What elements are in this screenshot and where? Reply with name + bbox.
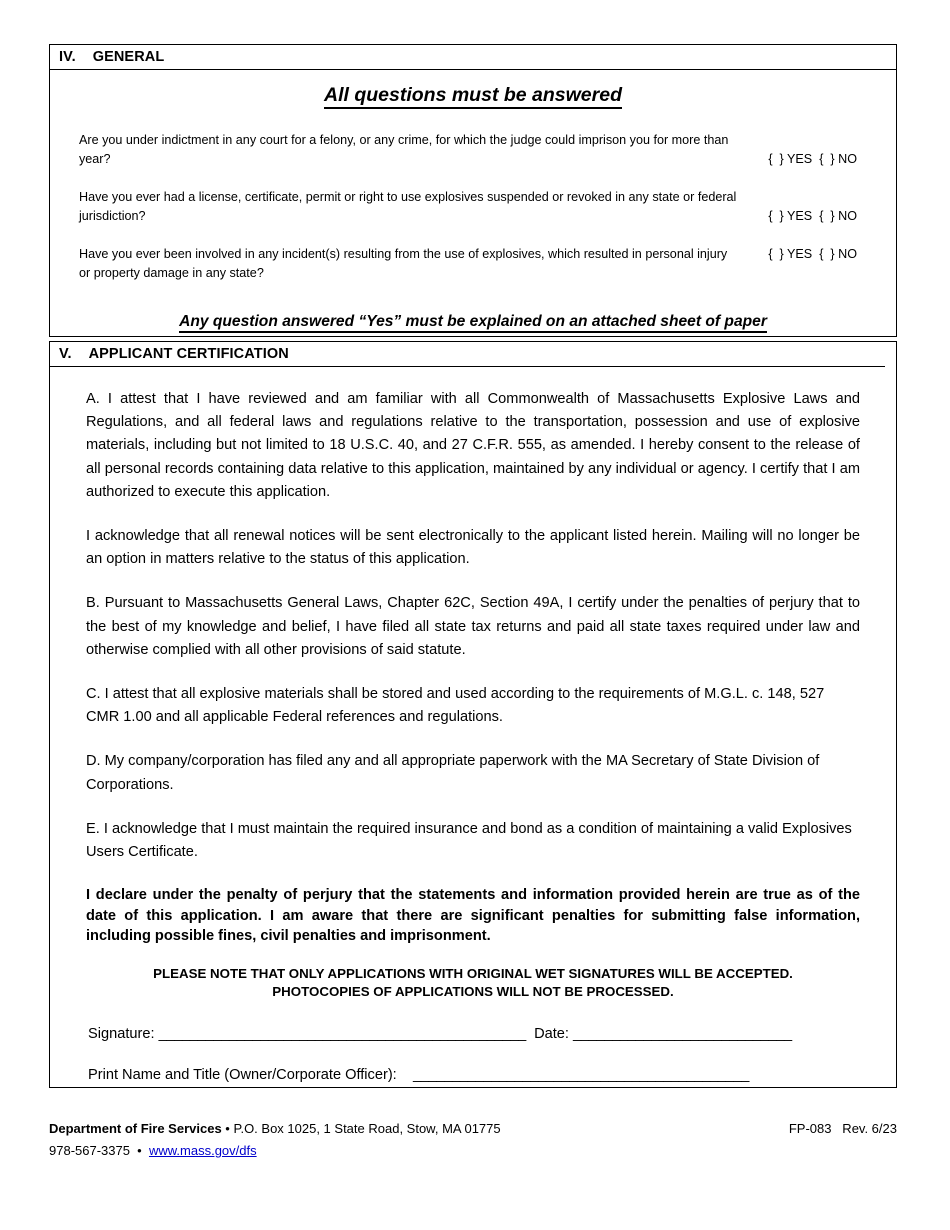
print-name-label: Print Name and Title (Owner/Corporate Officer): <box>88 1066 413 1083</box>
footer-line-1 <box>49 1118 897 1140</box>
signature-label: Signature: <box>88 1025 159 1042</box>
yes-no-options[interactable]: { } YES { } NO <box>768 152 857 166</box>
all-questions-heading-text: All questions must be answered <box>324 84 622 109</box>
certification-paragraph-c: C. I attest that all explosive materials shall be stored and used according to the requirements of M.G.L. c. 148, 527 CMR 1.00 and all applicable Federal references and regulations. <box>86 686 825 726</box>
question-text: Have you ever had a license, certificate, permit or right to use explosives suspended or revoked in any state or federal jurisdiction? <box>79 190 737 223</box>
section-v-applicant-certification <box>49 341 897 1088</box>
any-question-footnote <box>50 313 896 331</box>
question-row <box>79 245 886 283</box>
question-text: Are you under indictment in any court for a felony, or any crime, for which the judge could imprison you for more than year? <box>79 133 729 166</box>
signature-input-line[interactable]: _______________________________________________ <box>158 1025 526 1042</box>
signature-and-date-row <box>88 1023 860 1045</box>
certification-paragraph-e: E. I acknowledge that I must maintain the required insurance and bond as a condition of maintaining a valid Explosives Users Certificate. <box>86 820 852 861</box>
footer-website-link[interactable]: www.mass.gov/dfs <box>148 1143 257 1158</box>
date-input-line[interactable]: ____________________________ <box>573 1025 792 1042</box>
section-v-header-rule <box>50 366 885 367</box>
footer-line-2 <box>49 1140 897 1162</box>
certification-body <box>50 366 896 1086</box>
page-footer <box>49 1118 897 1162</box>
footer-phone: 978-567-3375 • <box>49 1143 149 1158</box>
please-note-line-1: PLEASE NOTE THAT ONLY APPLICATIONS WITH ORIGINAL WET SIGNATURES WILL BE ACCEPTED. <box>153 965 793 981</box>
signature-block <box>86 1023 860 1086</box>
section-v-title: APPLICANT CERTIFICATION <box>88 346 289 362</box>
certification-paragraph-a: A. I attest that I have reviewed and am familiar with all Commonwealth of Massachusetts Explosive Laws and Regulations, and all federal laws and regulations relative to the transportation, possession and use of explosive materials, including but not limited to 18 U.S.C. 40, and 27 C.F.R. 555, as amended. I hereby consent to the release of all personal records containing data relative to this application, maintained by any individual or agency. I certify that I am authorized to execute this application. <box>86 391 860 500</box>
footer-address: • P.O. Box 1025, 1 State Road, Stow, MA 01775 <box>221 1121 501 1136</box>
please-note-block <box>86 965 860 1001</box>
certification-paragraph-d: D. My company/corporation has filed any and all appropriate paperwork with the MA Secretary of State Division of Corporations. <box>86 753 820 793</box>
section-v-number: V. <box>59 346 72 362</box>
question-text: Have you ever been involved in any incident(s) resulting from the use of explosives, which resulted in personal injury or property damage in any state? <box>79 247 728 280</box>
section-v-header <box>50 342 896 366</box>
footer-organization: Department of Fire Services <box>49 1121 222 1136</box>
question-row <box>79 131 886 169</box>
questions-list <box>50 131 896 283</box>
yes-no-options[interactable]: { } YES { } NO <box>768 209 857 223</box>
section-iv-title: GENERAL <box>92 49 165 65</box>
footer-form-id: FP-083 Rev. 6/23 <box>788 1121 897 1136</box>
certification-paragraph-renewal: I acknowledge that all renewal notices will be sent electronically to the applicant listed herein. Mailing will no longer be an option in matters relative to the status of this application. <box>86 528 860 568</box>
any-question-footnote-text: Any question answered “Yes” must be explained on an attached sheet of paper <box>179 313 767 333</box>
section-iv-general <box>49 44 897 337</box>
print-name-input-line[interactable]: ___________________________________________ <box>412 1066 750 1083</box>
yes-no-options[interactable]: { } YES { } NO <box>768 247 857 261</box>
perjury-declaration: I declare under the penalty of perjury that the statements and information provided herein are true as of the date of this application. I am aware that there are significant penalties for submitting false information, including possible fines, civil penalties and imprisonment. <box>86 887 860 945</box>
date-label: Date: <box>525 1025 574 1042</box>
question-row <box>79 188 886 226</box>
print-name-row <box>88 1064 860 1086</box>
all-questions-heading <box>50 84 896 107</box>
certification-paragraph-b: B. Pursuant to Massachusetts General Laws, Chapter 62C, Section 49A, I certify under the penalties of perjury that to the best of my knowledge and belief, I have filed all state tax returns and paid all state taxes required under law and otherwise complied with all other provisions of said statute. <box>86 595 860 658</box>
please-note-line-2: PHOTOCOPIES OF APPLICATIONS WILL NOT BE PROCESSED. <box>272 983 674 999</box>
section-iv-number: IV. <box>59 49 76 65</box>
section-iv-header <box>50 45 896 70</box>
